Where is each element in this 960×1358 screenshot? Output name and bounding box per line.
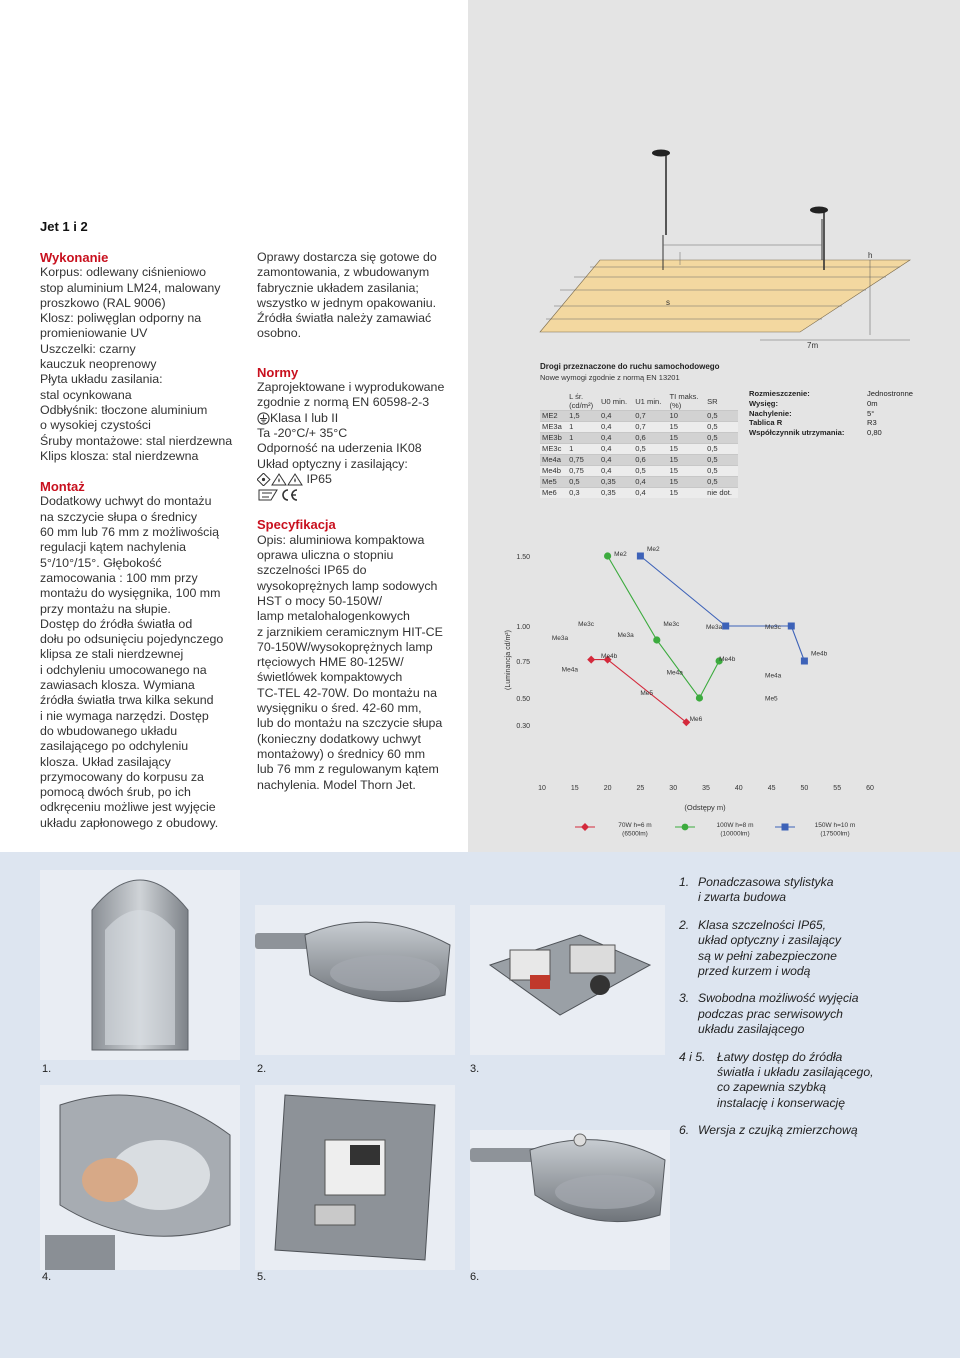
text-line: oprawa uliczna o stopniu <box>257 548 394 563</box>
table-header: TI maks. (%) <box>669 392 699 410</box>
note-line: światła i układu zasilającego, <box>717 1065 874 1080</box>
table-subtitle: Nowe wymogi zgodnie z normą EN 13201 <box>540 373 680 382</box>
note-number: 3. <box>679 991 690 1006</box>
x-axis-label: (Odstępy m) <box>684 803 726 812</box>
spec-row <box>749 428 919 438</box>
text-line: osobno. <box>257 326 302 341</box>
table-cell: 0,4 <box>633 477 667 488</box>
y-axis-label: (Luminancja cd/m²) <box>505 630 512 690</box>
wykonanie-text <box>40 265 252 464</box>
table-cell: 10 <box>667 411 705 422</box>
klasa-line: Klasa I lub II <box>257 411 462 426</box>
photo-luminaire-front <box>40 870 240 1060</box>
water-jet-icon <box>271 473 287 486</box>
water-jet-icon-2 <box>287 473 303 486</box>
table-cell: 0,5 <box>705 477 738 488</box>
photo-label-4: 4. <box>42 1271 52 1283</box>
page-title: Jet 1 i 2 <box>40 219 88 234</box>
text-line: Klips klosza: stal nierdzewna <box>40 448 199 463</box>
table-row <box>540 411 738 422</box>
table-cell: 0,5 <box>705 455 738 466</box>
text-line: Oprawy dostarcza się gotowe do <box>257 250 437 264</box>
annotation-label: Me3a <box>706 623 723 631</box>
text-line: na szczycie słupa o średnicy <box>40 509 198 524</box>
note-text <box>698 1123 858 1138</box>
annotation-label: Me3a <box>551 635 569 642</box>
annotation-label: Me4a <box>765 672 782 680</box>
text-line: Źródła światła należy zamawiać <box>257 311 432 326</box>
data-point <box>653 636 660 643</box>
x-tick-label: 15 <box>570 785 579 792</box>
table-cell: 0,4 <box>599 411 633 422</box>
photo-luminaire-side <box>255 905 455 1055</box>
text-line: Śruby montażowe: stal nierdzewna <box>40 433 233 448</box>
text-line: TC-TEL 42-70W. Do montażu na <box>257 685 437 700</box>
note-item <box>679 991 929 1037</box>
lighting-classes-table <box>540 392 738 498</box>
x-tick-label: 40 <box>734 785 743 792</box>
legend-label: 150W h=10 m <box>814 822 856 829</box>
text-line: Układ optyczny i zasilający: <box>257 456 408 471</box>
photo-lamp-access <box>40 1085 240 1270</box>
legend-marker <box>782 824 789 831</box>
montaz-text <box>40 494 252 831</box>
table-cell: 0,6 <box>633 433 667 444</box>
note-line: Swobodna możliwość wyjęcia <box>698 991 859 1006</box>
note-line: Klasa szczelności IP65, <box>698 917 827 932</box>
text-line: przy montażu na słupie. <box>40 601 171 616</box>
table-row <box>540 444 738 455</box>
ce-mark-icon <box>279 488 299 502</box>
text-line: odkręceniu możliwe jest wyjęcie <box>40 800 216 815</box>
note-number: 2. <box>679 917 690 932</box>
data-point <box>637 553 644 560</box>
text-line: Klosz: poliwęglan odporny na <box>40 311 202 326</box>
text-line: zamocowania : 100 mm przy <box>40 570 198 585</box>
text-line: przymocowany do korpusu za <box>40 769 204 784</box>
annotation-label: Me3c <box>578 621 594 628</box>
text-line: proszkowo (RAL 9006) <box>40 295 166 310</box>
table-row <box>540 455 738 466</box>
text-line: montażu do wysięgnika, 100 mm <box>40 586 221 601</box>
normy-text <box>257 380 462 411</box>
data-point <box>604 552 611 559</box>
label-h: h <box>868 251 873 260</box>
annotation-label: Me4b <box>810 650 828 658</box>
text-line: regulacji kątem nachylenia <box>40 540 187 555</box>
spec-value: 0m <box>867 398 878 408</box>
x-tick-label: 25 <box>636 785 645 792</box>
x-tick-label: 55 <box>833 785 842 792</box>
photo-label-1: 1. <box>42 1063 52 1075</box>
annotation-label: Me4b <box>601 653 618 661</box>
table-header: L śr. (cd/m²) <box>569 392 594 410</box>
text-line: montażowy) o średnicy 60 mm <box>257 746 426 761</box>
text-line: lub do montażu na szczycie słupa <box>257 716 443 731</box>
legend-label: 70W h=6 m <box>618 822 652 829</box>
text-line: zamontowania, z wbudowanym <box>257 265 430 280</box>
text-line: klosza. Układ zasilający <box>40 754 171 769</box>
table-row <box>540 422 738 433</box>
y-tick-label: 1.00 <box>516 624 530 631</box>
spec-row <box>749 399 919 409</box>
x-tick-label: 10 <box>538 785 546 792</box>
text-line: zasilającego po odchyleniu <box>40 739 189 754</box>
table-cell: 0,75 <box>567 455 599 466</box>
text-line: Dodatkowy uchwyt do montażu <box>40 494 212 509</box>
spec-key: Tablica R <box>749 418 783 428</box>
note-line: co zapewnia szybką <box>717 1080 827 1095</box>
intro-text <box>257 250 462 342</box>
table-header: U0 min. <box>600 396 628 406</box>
annotation-label: Me4a <box>561 666 578 674</box>
text-line: wysięgniku o śred. 42-60 mm, <box>257 701 422 716</box>
installation-specs <box>749 389 919 438</box>
column-construction <box>40 250 252 831</box>
data-point <box>696 694 703 701</box>
text-line: zgodnie z normą EN 60598-2-3 <box>257 395 430 410</box>
annotation-label: Me5 <box>640 690 654 698</box>
label-7m: 7m <box>807 341 819 350</box>
column-standards <box>257 250 462 793</box>
label-s: s <box>666 298 670 307</box>
text-line: wysokoprężnych lamp sodowych <box>257 578 438 593</box>
table-cell: 0,4 <box>599 433 633 444</box>
text-line: lamp metalohalogenkowych <box>257 609 410 624</box>
photo-label-2: 2. <box>257 1063 267 1075</box>
text-line: wszystko w jednym opakowaniu. <box>257 295 437 310</box>
spec-value: Jednostronne <box>867 389 914 398</box>
photo-gear-tray <box>470 905 665 1055</box>
data-point <box>801 658 808 665</box>
note-item <box>679 1050 929 1112</box>
text-line: HST o mocy 50-150W/ <box>257 593 383 608</box>
data-point <box>788 623 795 630</box>
legend-label: (10000lm) <box>720 830 750 838</box>
note-text <box>698 875 833 906</box>
note-number: 6. <box>679 1123 690 1138</box>
note-number: 1. <box>679 875 690 889</box>
table-cell: nie dot. <box>705 488 738 499</box>
table-cell: 15 <box>667 455 705 466</box>
table-cell: 0,6 <box>633 455 667 466</box>
text-line: Odbłyśnik: tłoczone aluminium <box>40 402 208 417</box>
normy-text-2 <box>257 426 462 472</box>
certification-line <box>257 487 462 502</box>
x-tick-label: 45 <box>767 785 776 792</box>
annotation-label: Me4b <box>719 656 736 663</box>
table-cell: 1 <box>567 422 599 433</box>
table-cell: Me4a <box>540 455 567 466</box>
spec-row <box>749 418 919 428</box>
photo-gear-open <box>255 1085 455 1270</box>
text-line: lub 76 mm z regulowanym kątem <box>257 762 439 777</box>
note-number: 4 i 5. <box>679 1049 706 1064</box>
annotation-label: Me3c <box>765 623 781 631</box>
table-row <box>540 488 738 499</box>
note-line: Ponadczasowa stylistyka <box>698 875 834 889</box>
table-cell: ME3a <box>540 422 567 433</box>
annotation-label: Me2 <box>646 546 660 553</box>
spec-key: Nachylenie: <box>749 408 792 418</box>
table-cell: Me5 <box>540 477 567 488</box>
legend-label: 100W h=8 m <box>716 822 754 829</box>
table-cell: ME2 <box>540 411 567 422</box>
data-point <box>722 623 729 630</box>
spec-value: R3 <box>867 418 877 428</box>
text-line: Odporność na uderzenia IK08 <box>257 441 422 456</box>
note-line: i zwarta budowa <box>698 890 787 905</box>
series-line <box>640 556 804 661</box>
note-line: podczas prac serwisowych <box>698 1006 843 1021</box>
table-cell: 0,4 <box>599 444 633 455</box>
table-title: Drogi przeznaczone do ruchu samochodowego <box>540 362 720 371</box>
x-tick-label: 50 <box>800 785 809 792</box>
y-tick-label: 0.75 <box>516 659 530 666</box>
table-cell: 1,5 <box>567 411 599 422</box>
table-cell: 15 <box>667 444 705 455</box>
note-line: Wersja z czujką zmierzchową <box>698 1123 858 1138</box>
text-line: Dostęp do źródła światła od <box>40 616 193 631</box>
table-row <box>540 433 738 444</box>
table-cell: 15 <box>667 422 705 433</box>
x-tick-label: 60 <box>866 785 874 792</box>
table-cell: 0,75 <box>567 466 599 477</box>
dust-proof-icon <box>257 473 271 486</box>
table-cell: 0,35 <box>599 488 633 499</box>
y-tick-label: 0.30 <box>516 723 530 730</box>
photo-label-5: 5. <box>257 1271 267 1283</box>
table-cell: 0,3 <box>567 488 599 499</box>
text-line: Ta -20°C/+ 35°C <box>257 425 348 440</box>
table-cell: 0,7 <box>633 411 667 422</box>
text-line: Opis: aluminiowa kompaktowa <box>257 532 425 547</box>
text-line: Korpus: odlewany ciśnieniowo <box>40 265 206 280</box>
table-cell: 0,7 <box>633 422 667 433</box>
photo-label-6: 6. <box>470 1271 480 1283</box>
text-line: i odchyleniu umocowanego na <box>40 662 207 677</box>
text-line: układu zapłonowego z obudowy. <box>40 815 219 830</box>
table-header: SR <box>707 396 718 406</box>
table-cell: ME3b <box>540 433 567 444</box>
spec-key: Współczynnik utrzymania: <box>749 428 845 438</box>
text-line: promieniowanie UV <box>40 326 148 341</box>
text-line: kauczuk neoprenowy <box>40 357 157 372</box>
table-header <box>540 392 567 411</box>
text-line: pomocą dwóch śrub, po ich <box>40 785 191 800</box>
note-line: układ optyczny i zasilający <box>698 933 841 948</box>
table-cell: ME3c <box>540 444 567 455</box>
note-item <box>679 918 929 980</box>
table-cell: 0,5 <box>705 433 738 444</box>
table-cell: 0,4 <box>599 455 633 466</box>
heading-normy: Normy <box>257 364 299 380</box>
table-cell: 0,5 <box>705 466 738 477</box>
table-cell: 0,5 <box>705 411 738 422</box>
annotation-label: Me5 <box>765 695 778 703</box>
spec-row <box>749 389 919 399</box>
text-line: stop aluminium LM24, malowany <box>40 280 221 295</box>
note-text <box>698 991 859 1037</box>
feature-notes <box>679 875 929 1151</box>
text-line: 5°/10°/15°. Głębokość <box>40 555 162 570</box>
note-line: Łatwy dostęp do źródła <box>717 1049 843 1064</box>
road-illustration <box>520 140 940 365</box>
note-item <box>679 875 929 906</box>
text-line: Uszczelki: czarny <box>40 341 136 356</box>
luminance-chart <box>500 540 880 850</box>
legend-marker <box>581 823 589 831</box>
table-cell: 15 <box>667 477 705 488</box>
table-cell: Me6 <box>540 488 567 499</box>
earth-ground-icon <box>257 412 270 425</box>
specyfikacja-text <box>257 533 462 793</box>
text-line: i nie wymaga narzędzi. Dostęp <box>40 708 209 723</box>
table-cell: 15 <box>667 466 705 477</box>
heading-specyfikacja: Specyfikacja <box>257 517 336 533</box>
text-line: 70-150W/wysokoprężnych lamp <box>257 639 433 654</box>
annotation-label: Me3a <box>617 632 634 640</box>
note-line: układu zasilającego <box>698 1022 805 1037</box>
note-line: przed kurzem i wodą <box>698 964 811 979</box>
text-line: (konieczny dodatkowy uchwyt <box>257 731 421 746</box>
table-cell: 0,5 <box>633 444 667 455</box>
y-tick-label: 0.50 <box>516 696 530 703</box>
text-line: źródła światła trwa kilka sekund <box>40 693 214 708</box>
text-line: Płyta układu zasilania: <box>40 372 163 387</box>
table-cell: 0,35 <box>599 477 633 488</box>
table-cell: 0,4 <box>599 422 633 433</box>
table-cell: 0,4 <box>599 466 633 477</box>
annotation-label: Me4a <box>666 669 683 677</box>
note-line: instalację i konserwację <box>717 1095 846 1110</box>
table-cell: 15 <box>667 488 705 499</box>
annotation-label: Me2 <box>614 551 627 558</box>
table-cell: 0,4 <box>633 488 667 499</box>
photo-label-3: 3. <box>470 1063 480 1075</box>
table-cell: 0,5 <box>705 444 738 455</box>
table-cell: 1 <box>567 433 599 444</box>
text-line: szczelności IP65 do <box>257 563 367 578</box>
table-cell: 0,5 <box>705 422 738 433</box>
text-line: 60 mm lub 76 mm z możliwością <box>40 525 220 540</box>
note-text <box>698 918 841 980</box>
spec-value: 0,80 <box>867 428 882 438</box>
text-line: świetlówek kompaktowych <box>257 670 403 685</box>
text-line: zawiasach klosza. Wymiana <box>40 678 195 693</box>
legend-label: (6500lm) <box>622 830 648 838</box>
text-line: klipsa ze stali nierdzewnej <box>40 647 184 662</box>
text-line: Zaprojektowane i wyprodukowane <box>257 380 445 395</box>
note-line: są w pełni zabezpieczone <box>698 948 837 963</box>
table-row <box>540 477 738 488</box>
table-cell: 0,5 <box>567 477 599 488</box>
table-cell: 1 <box>567 444 599 455</box>
heading-montaz: Montaż <box>40 479 85 495</box>
annotation-label: Me6 <box>689 715 703 723</box>
spec-key: Rozmieszczenie: <box>749 389 810 398</box>
photo-sensor-version <box>470 1130 670 1270</box>
table-cell: 15 <box>667 433 705 444</box>
legend-label: (17500lm) <box>820 830 850 838</box>
note-item <box>679 1123 929 1138</box>
text-line: do wbudowanego układu <box>40 723 178 738</box>
table-cell: Me4b <box>540 466 567 477</box>
table-row <box>540 466 738 477</box>
annotation-label: Me3c <box>663 621 680 628</box>
text-line: o wysokiej czystości <box>40 418 151 433</box>
x-tick-label: 35 <box>702 785 710 792</box>
enec-mark-icon <box>257 488 279 502</box>
text-line: z jarznikiem ceramicznym HIT-CE <box>257 624 443 639</box>
x-tick-label: 20 <box>603 785 612 792</box>
y-tick-label: 1.50 <box>516 554 530 561</box>
data-point <box>587 656 595 664</box>
x-tick-label: 30 <box>669 785 678 792</box>
text-line: stal ocynkowana <box>40 387 132 402</box>
table-header: U1 min. <box>635 396 662 406</box>
text-line: nachylenia. Model Thorn Jet. <box>257 777 416 792</box>
text-line: rtęciowych HME 80-125W/ <box>257 655 404 670</box>
spec-value: 5° <box>867 408 875 418</box>
legend-marker <box>682 824 689 831</box>
note-text <box>717 1050 874 1112</box>
heading-wykonanie: Wykonanie <box>40 250 109 265</box>
spec-row <box>749 409 919 419</box>
text-line: dołu po odsunięciu pojedynczego <box>40 632 224 647</box>
table-cell: 0,5 <box>633 466 667 477</box>
text-line: fabrycznie układem zasilania; <box>257 280 419 295</box>
spec-key: Wysięg: <box>749 398 778 408</box>
ip-line: IP65 <box>257 472 462 487</box>
